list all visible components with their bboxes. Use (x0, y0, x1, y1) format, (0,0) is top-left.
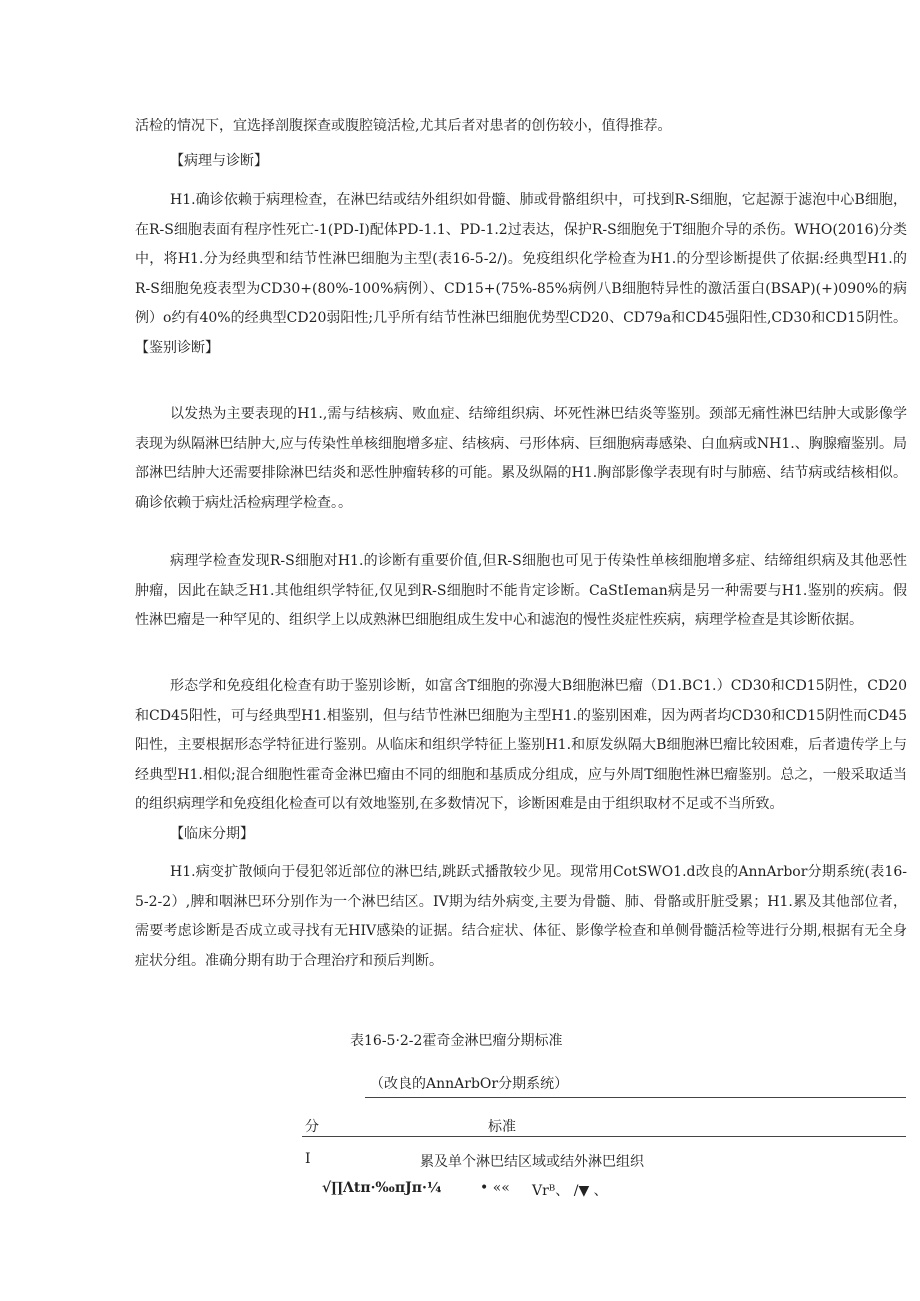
heading-clinical-staging: 【临床分期】 (170, 826, 254, 842)
paragraph-differential-3: 形态学和免疫组化检查有助于鉴别诊断，如富含T细胞的弥漫大B细胞淋巴瘤（D1.BC1.）CD30和CD15阴性，CD20和CD45阳性，可与经典型H1.相鉴别，但与结节性淋巴细胞为主型H1.的鉴别困难，因为两者均CD30和CD15阴性而CD45阳性，主要根据形态学特征进行鉴别。从临床和组织学特征上鉴别H1.和原发纵隔大B细胞淋巴瘤比较困难，后者遗传学上与经典型H1.相似;混合细胞性霍奇金淋巴瘤由不同的细胞和基质成分组成，应与外周T细胞性淋巴瘤鉴别。总之，一般采取适当的组织病理学和免疫组化检查可以有效地鉴别,在多数情况下，诊断困难是由于组织取材不足或不当所致。 (135, 678, 907, 812)
table-subcaption: （改良的AnnArbOr分期系统） (370, 1076, 569, 1092)
heading-pathology-diagnosis: 【病理与诊断】 (170, 153, 268, 169)
table-garbled-text-1: √∏Λtπ·‰πJπ·¼ (322, 1180, 442, 1196)
paragraph-pathology: H1.确诊依赖于病理检查，在淋巴结或结外组织如骨髓、肺或骨骼组织中，可找到R-S细胞，它起源于滤泡中心B细胞，在R-S细胞表面有程序性死亡-1(PD-I)配体PD-1.1、PD-1.2过表达，保护R-S细胞免于T细胞介导的杀伤。WHO(2016)分类中，将H1.分为经典型和结节性淋巴细胞为主型(表16-5-2/)。免疫组织化学检查为H1.的分型诊断提供了依据:经典型H1.的R-S细胞免疫表型为CD30+(80%-100%病例）、CD15+(75%-85%病例八B细胞特异性的激活蛋白(BSAP)(+)090%的病例）o约有40%的经典型CD20弱阳性;几乎所有结节性淋巴细胞优势型CD20、CD79a和CD45强阳性,CD30和CD15阴性。【鉴别诊断】 (135, 192, 907, 356)
paragraph-differential-1: 以发热为主要表现的H1.,需与结核病、败血症、结缔组织病、坏死性淋巴结炎等鉴别。颈部无痛性淋巴结肿大或影像学表现为纵隔淋巴结肿大,应与传染性单核细胞增多症、结核病、弓形体病、巨细胞病毒感染、白血病或NH1.、胸腺瘤鉴别。局部淋巴结肿大还需要排除淋巴结炎和恶性肿瘤转移的可能。累及纵隔的H1.胸部影像学表现有时与肺癌、结节病或结核相似。确诊依赖于病灶活检病理学检查。。 (135, 406, 907, 511)
paragraph-staging: H1.病变扩散倾向于侵犯邻近部位的淋巴结,跳跃式播散较少见。现常用CotSWO1.d改良的AnnArbor分期系统(表16-5-2-2）,脾和咽淋巴环分别作为一个淋巴结区。IV期为结外病变,主要为骨髓、肺、骨骼或肝脏受累；H1.累及其他部位者，需要考虑诊断是否成立或寻找有无HIV感染的证据。结合症状、体征、影像学检查和单侧骨髓活检等进行分期,根据有无全身症状分组。准确分期有助于合理治疗和预后判断。 (135, 864, 907, 969)
table-row-criteria: 累及单个淋巴结区域或结外淋巴组织 (420, 1154, 644, 1170)
table-row-stage: I (305, 1151, 311, 1167)
paragraph-biopsy: 活检的情况下，宜选择剖腹探查或腹腔镜活检,尤其后者对患者的创伤较小，值得推荐。 (135, 118, 672, 134)
table-top-rule (365, 1097, 906, 1098)
paragraph-differential-2: 病理学检查发现R-S细胞对H1.的诊断有重要价值,但R-S细胞也可见于传染性单核细胞增多症、结缔组织病及其他恶性肿瘤，因此在缺乏H1.其他组织学特征,仅见到R-S细胞时不能肯定诊断。CaStIeman病是另一种需要与H1.鉴别的疾病。假性淋巴瘤是一种罕见的、组织学上以成熟淋巴细胞组成生发中心和滤泡的慢性炎症性疾病，病理学检查是其诊断依据。 (135, 553, 907, 628)
table-garbled-text-3: Vrᴮ、 /▼ 、 (532, 1183, 608, 1199)
table-header-stage: 分 (305, 1119, 319, 1135)
table-garbled-text-2: • «« (480, 1180, 510, 1196)
table-header-rule (302, 1136, 906, 1137)
table-caption: 表16-5·2-2霍奇金淋巴瘤分期标准 (350, 1033, 563, 1049)
table-header-criteria: 标准 (488, 1119, 516, 1135)
